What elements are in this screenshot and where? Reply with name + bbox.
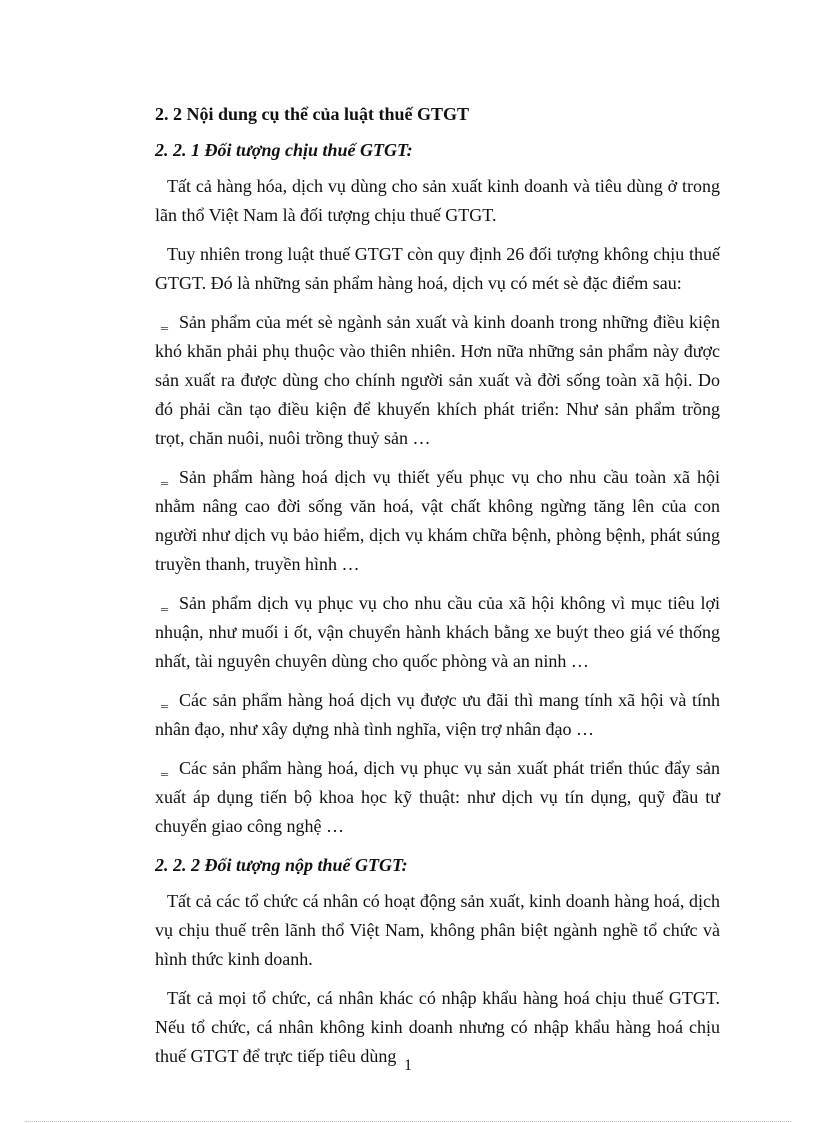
paragraph: Tất cả hàng hóa, dịch vụ dùng cho sản xuất kinh doanh và tiêu dùng ở trong lãn thổ Việt Nam là đối tượng chịu thuế GTGT. — [155, 176, 720, 225]
document-page — [155, 100, 720, 1081]
page-number: 1 — [404, 1057, 412, 1074]
subsection-heading-2: 2. 2. 2 Đối tượng nộp thuế GTGT: — [155, 855, 408, 875]
paragraph: Tất cả các tổ chức cá nhân có hoạt động sản xuất, kinh doanh hàng hoá, dịch vụ chịu thuế trên lãnh thổ Việt Nam, không phân biệt ngành nghề tổ chức và hình thức kinh doanh. — [155, 891, 720, 969]
bullet-item — [155, 308, 720, 453]
paragraph: Tuy nhiên trong luật thuế GTGT còn quy định 26 đối tượng không chịu thuế GTGT. Đó là những sản phẩm hàng hoá, dịch vụ có mét sè đặc điểm sau: — [155, 244, 720, 293]
bullet-text: Sản phẩm dịch vụ phục vụ cho nhu cầu của xã hội không vì mục tiêu lợi nhuận, như muối i ốt, vận chuyển hành khách bằng xe buýt theo giá vé thống nhất, tài nguyên chuyên dùng cho quốc phòng và an ninh … — [155, 593, 720, 671]
bullet-marker: ‗ — [161, 596, 168, 611]
page-bottom-divider — [25, 1121, 791, 1122]
subsection-heading-1: 2. 2. 1 Đối tượng chịu thuế GTGT: — [155, 140, 413, 160]
bullet-marker: ‗ — [161, 693, 168, 708]
bullet-text: Sản phẩm của mét sè ngành sản xuất và kinh doanh trong những điều kiện khó khăn phải phụ thuộc vào thiên nhiên. Hơn nữa những sản phẩm này được sản xuất ra được dùng cho chính người sản xuất và đời sống toàn xã hội. Do đó phải cần tạo điều kiện để khuyến khích phát triển: Như sản phẩm trồng trọt, chăn nuôi, nuôi trồng thuỷ sản … — [155, 312, 720, 448]
bullet-text: Các sản phẩm hàng hoá dịch vụ được ưu đãi thì mang tính xã hội và tính nhân đạo, như xây dựng nhà tình nghĩa, viện trợ nhân đạo … — [155, 690, 720, 739]
section-heading: 2. 2 Nội dung cụ thể của luật thuế GTGT — [155, 104, 470, 124]
bullet-marker: ‗ — [161, 470, 168, 485]
bullet-text: Các sản phẩm hàng hoá, dịch vụ phục vụ sản xuất phát triển thúc đẩy sản xuất áp dụng tiến bộ khoa học kỹ thuật: như dịch vụ tín dụng, quỹ đầu tư chuyển giao công nghệ … — [155, 758, 720, 836]
bullet-item — [155, 463, 720, 579]
bullet-marker: ‗ — [161, 761, 168, 776]
bullet-text: Sản phẩm hàng hoá dịch vụ thiết yếu phục vụ cho nhu cầu toàn xã hội nhằm nâng cao đời sống văn hoá, vật chất không ngừng tăng lên của con người như dịch vụ bảo hiểm, dịch vụ khám chữa bệnh, phòng bệnh, phát súng truyền thanh, truyền hình … — [155, 467, 720, 574]
paragraph: Tất cả mọi tổ chức, cá nhân khác có nhập khẩu hàng hoá chịu thuế GTGT. Nếu tổ chức, cá nhân không kinh doanh nhưng có nhập khẩu hàng hoá chịu thuế GTGT để trực tiếp tiêu dùng — [155, 988, 720, 1066]
bullet-item — [155, 686, 720, 744]
bullet-item — [155, 589, 720, 676]
bullet-marker: ‗ — [161, 315, 168, 330]
bullet-item — [155, 754, 720, 841]
